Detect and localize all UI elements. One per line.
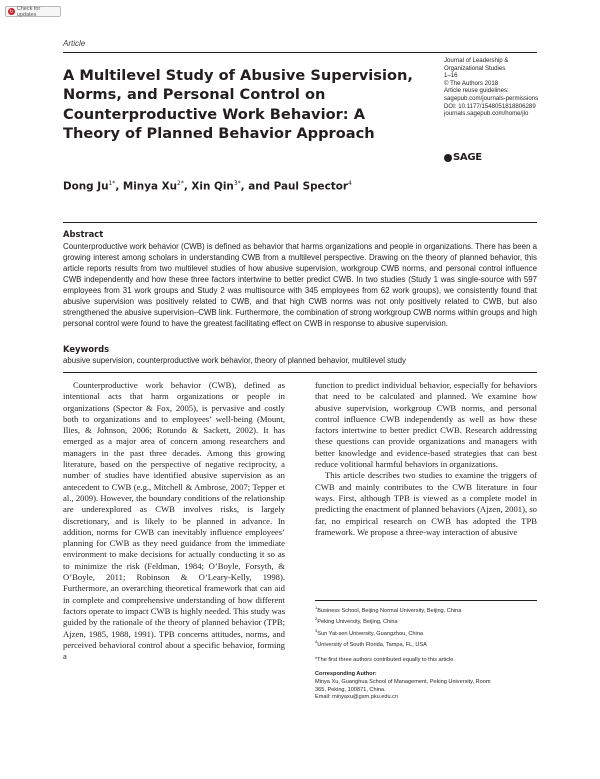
- affiliation-marker: 4: [315, 639, 318, 645]
- check-for-updates-badge[interactable]: [5, 6, 61, 17]
- reuse-guidelines-label: Article reuse guidelines:: [444, 87, 509, 95]
- abstract-text: Counterproductive work behavior (CWB) is defined as behavior that harms organizations and people in organizations. There has been a growing interest among scholars in understanding CWB from a multilevel perspective. Drawing on the theory of planned behavior, this article reports results from two multilevel studies of how abusive supervision, workgroup CWB norms, and personal control influence CWB independently and how these three factors intertwine to better predict CWB. In two studies (Study 1 was single-source with 597 employees from 31 work groups and Study 2 was multisource with 345 employees from 62 work groups), we consistently found that abusive supervision was positively related to CWB, and that high CWB norms was not only positively related to CWB, but also strengthened the abusive supervision–CWB link. Furthermore, the combination of strong workgroup CWB norms within groups and high personal control were found to have the greatest facilitating effect on CWB in response to abusive supervision.: [63, 242, 538, 329]
- author-name: Paul Spector: [273, 180, 348, 193]
- refresh-icon: ↻: [9, 8, 14, 15]
- abstract-heading: Abstract: [63, 229, 104, 239]
- equal-contribution-note: *The first three authors contributed equally to this article.: [315, 656, 455, 663]
- affiliation-marker: 1: [315, 605, 318, 610]
- affiliation: $^3$Sun Yat-sen University, Guangzhou, China: [315, 627, 423, 637]
- author-affiliation-marker: 4: [347, 180, 352, 187]
- author-affiliation-marker: 2*: [177, 180, 184, 187]
- author-affiliation-marker: 1*: [108, 180, 116, 187]
- author-name: Minya Xu: [122, 180, 178, 193]
- journal-info: [444, 57, 544, 118]
- publisher-logo-text: SAGE: [453, 152, 482, 163]
- abstract-divider: [63, 222, 537, 223]
- author-separator: ,: [183, 180, 192, 193]
- publisher-logo: [444, 152, 482, 163]
- corresponding-author-line: Minya Xu, Guanghua School of Management, Peking University, Room: [315, 679, 491, 685]
- author-separator: , and: [240, 180, 274, 193]
- footnotes: [315, 604, 547, 702]
- corresponding-author-line: 365, Peking, 100871, China.: [315, 686, 386, 693]
- keywords-heading: Keywords: [63, 344, 110, 354]
- doi[interactable]: DOI: 10.1177/1548051818806289: [444, 102, 536, 110]
- journal-home-link[interactable]: journals.sagepub.com/home/jlo: [444, 110, 529, 118]
- permissions-link[interactable]: sagepub.com/journals-permissions: [444, 94, 539, 102]
- paper-title: A Multilevel Study of Abusive Supervision, Norms, and Personal Control on Counterproductive Work Behavior: A Theory of Planned Behavior Approach: [63, 67, 413, 142]
- footnote-divider: [315, 600, 537, 601]
- journal-name-line-2: Organizational Studies: [444, 64, 506, 72]
- affiliation-marker: 3: [315, 627, 318, 633]
- body-paragraph: This article describes two studies to examine the triggers of CWB and mainly contributes to the CWB literature in four ways. First, although TPB is viewed as a complete model in predicting the enactment of planned behaviors (Ajzen, 2001), so far, no empirical research on CWB has adopted the TPB framework. We propose a three-way interaction of abusive: [315, 470, 537, 537]
- author-name: Dong Ju: [63, 180, 109, 193]
- keywords-text: abusive supervision, counterproductive work behavior, theory of planned behavior, multilevel study: [63, 356, 406, 365]
- corresponding-author-email[interactable]: Email: minyaxu@gsm.pku.edu.cn: [315, 694, 399, 701]
- copyright: © The Authors 2018: [444, 79, 499, 87]
- badge-label: Check for updates: [16, 5, 41, 18]
- author-affiliation-marker: 3*: [233, 180, 241, 187]
- corresponding-author-heading: Corresponding Author:: [315, 671, 377, 678]
- author-separator: ,: [115, 180, 123, 193]
- header-divider: [63, 52, 537, 53]
- body-right-column: [315, 380, 537, 538]
- journal-name-line-1: Journal of Leadership &: [444, 57, 509, 64]
- affiliation: $^2$Peking University, Beijing, China: [315, 616, 398, 626]
- author-name: Xin Qin: [191, 180, 234, 193]
- body-divider: [63, 372, 537, 373]
- author-list: [63, 180, 352, 192]
- body-left-column: Counterproductive work behavior (CWB), defined as intentional acts that harm organizations or people in organizations (Spector & Fox, 2005), is pervasive and costly both to organizations and to employees’ well-being (Mount, Ilies, & Johnson, 2006; Rotundo & Sackett, 2002). It has emerged as a major area of concern among researchers and managers in the past three decades. Among this growing literature, based on the perspective of negative reciprocity, a number of studies have identified abusive supervision as an antecedent to CWB (e.g., Mitchell & Ambrose, 2007; Tepper et al., 2009). However, the boundary conditions of the relationship are underexplored as CWB involves risks, is largely discretionary, and is likely to be planned in advance. In addition, norms for CWB can inevitably influence employees’ planning for CWB as they need guidance from the immediate environment to make decisions for actually conducting it so as to minimize the risk (Feldman, 1984; O’Boyle, Forsyth, & O’Boyle, 2011; Robinson & O’Leary-Kelly, 1998). Furthermore, an overarching theoretical framework that can aid in complete and comprehensive understanding of how different factors operate to impact CWB is highly needed. This study was guided by the rationale of the theory of planned behavior (TPB; Ajzen, 1985, 1988, 1991). TPB concerns attitudes, norms, and perceived behavioral control about a specific behavior, forming a: [63, 380, 285, 662]
- affiliation: $^1$Business School, Beijing Normal University, Beijing, China: [315, 605, 462, 614]
- body-paragraph: function to predict individual behavior, especially for behaviors that need to be calculated and planned. We examine how abusive supervision, workgroup CWB norms, and personal control influence CWB independently as well as how these factors intertwine to better predict CWB. Research addressing these questions can provide organizations and managers with better knowledge and evidence-based strategies that can best reduce volitional harmful behaviors in organizations.: [315, 380, 537, 470]
- page-range: 1–16: [444, 72, 458, 80]
- sage-mark-icon: [444, 154, 452, 162]
- affiliation-marker: 2: [315, 616, 318, 622]
- article-type-label: Article: [63, 39, 86, 48]
- affiliation: $^4$University of South Florida, Tampa, FL, USA: [315, 639, 427, 649]
